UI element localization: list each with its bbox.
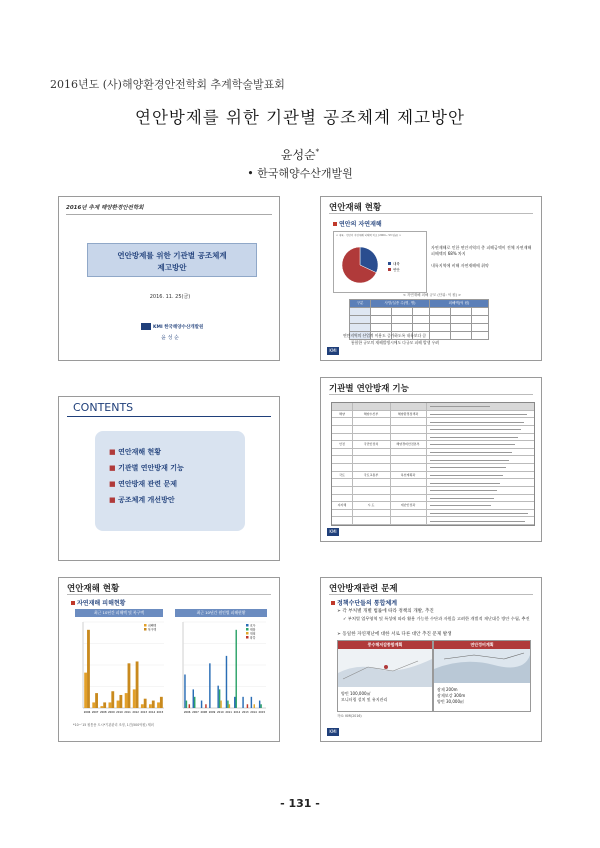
kmi-footer-logo: KMI	[327, 347, 339, 355]
table-row	[332, 426, 534, 434]
bar-호우-2007	[193, 689, 194, 708]
page-number: - 131 -	[280, 797, 320, 810]
table-cell-divider	[426, 449, 427, 457]
bullet-2: ➢ 동일한 자연재난에 대한 서로 다른 대안 추진 문제 발생	[337, 632, 452, 637]
x-tick-label: 2014	[148, 711, 156, 714]
bar-복구액-2009	[111, 691, 114, 708]
bar-복구액-2011	[128, 663, 131, 708]
table-cell-divider	[352, 517, 353, 525]
bar-호우-2012	[234, 697, 235, 708]
table-row	[332, 418, 534, 426]
table-cell-divider	[426, 472, 427, 480]
chart2-svg	[173, 618, 269, 718]
plan-2-text-3: 양빈 30,000㎥	[437, 699, 464, 704]
kmi-footer-logo: KMI	[327, 528, 339, 536]
bar-풍랑-2008	[205, 704, 206, 708]
bullet-2: 통합한 규모의 재해발생시에도 다규모 피해 발생 우려	[351, 340, 439, 345]
bar-피해액-2008	[100, 706, 103, 708]
x-tick-label: 2008	[200, 711, 208, 714]
bar-피해액-2011	[125, 693, 128, 708]
legend-swatch	[144, 628, 147, 631]
slide-contents	[58, 396, 280, 561]
agency-department: 하천계획과	[400, 472, 416, 477]
kmi-footer-logo: KMI	[327, 728, 339, 736]
x-tick-label: 2011	[225, 711, 232, 714]
slide-top-line	[66, 214, 272, 215]
table-cell-divider	[390, 449, 391, 457]
chart-note: *10~'15 원통용 도시*기관관리 조정, 1건(500억원) 제외	[73, 723, 154, 727]
legend-swatch	[246, 636, 249, 639]
table-cell-divider	[426, 403, 427, 411]
slide-heading: 연안재해 현황	[67, 584, 120, 594]
bar-피해액-2010	[117, 701, 120, 708]
table-cell-divider	[426, 510, 427, 518]
legend-label: 태풍	[250, 627, 256, 632]
table-cell-divider	[352, 487, 353, 495]
slide-agency-functions	[320, 377, 542, 542]
agency-label: 해양수산부	[363, 411, 379, 416]
pie-chart-svg	[338, 240, 422, 290]
plan-box-2	[433, 640, 531, 712]
bar-피해액-2009	[109, 702, 112, 708]
x-tick-label: 2012	[132, 711, 139, 714]
table-row	[332, 434, 534, 442]
heading-rule	[67, 594, 271, 595]
bar-대설-2010	[220, 701, 221, 708]
source-note: 자료: KMI(2016)	[337, 714, 362, 718]
table-row	[350, 316, 489, 324]
table-row	[350, 324, 489, 332]
agency-label: 시·도	[367, 503, 375, 508]
bar-복구액-2015	[160, 697, 163, 708]
legend-coastal: 연안	[393, 268, 400, 272]
map-illustration-2	[434, 649, 530, 683]
x-tick-label: 2010	[116, 711, 123, 714]
paper-author: 윤성순*	[280, 148, 320, 162]
slide-heading: 기관별 연안방재 기능	[329, 384, 409, 394]
x-tick-label: 2013	[140, 711, 148, 714]
table-row	[332, 449, 534, 457]
plan-1-label: 풍수해저감종합계획	[338, 641, 432, 649]
section-heading: 정책수단들의 통합체계	[331, 598, 397, 607]
table-cell-divider	[426, 418, 427, 426]
legend-label: 복구액	[148, 627, 157, 632]
contents-item: ■ 연안방재 관련 문제	[109, 480, 178, 488]
table-row	[332, 479, 534, 487]
map-illustration-1	[338, 649, 432, 687]
table-text-line	[430, 429, 521, 430]
bar-복구액-2006	[87, 630, 90, 708]
plan-1-text-1: 양빈 100,000㎥	[341, 691, 371, 696]
table-text-line	[430, 521, 525, 522]
chart2-title: 최근 10년간 원인별 피해현황	[175, 609, 267, 617]
function-table	[331, 402, 535, 526]
kmi-logo	[141, 323, 151, 330]
table-cell-divider	[352, 449, 353, 457]
chart1-svg	[73, 618, 167, 718]
table-cell-divider	[352, 403, 353, 411]
table-text-line	[430, 437, 518, 438]
bar-태풍-2007	[194, 697, 195, 708]
banner-line-1: 연안방제를 위한 기관별 공조체계	[117, 251, 227, 260]
conference-header: 2016년도 (사)해양환경안전학회 추계학술발표회	[50, 78, 285, 91]
table-cell-divider	[426, 517, 427, 525]
slide-title	[58, 196, 280, 361]
bar-복구액-2010	[119, 695, 122, 708]
x-tick-label: 2006	[83, 711, 91, 714]
contents-item: ■ 공조체계 개선방안	[109, 496, 175, 504]
table-text-line	[430, 444, 515, 445]
slide-disaster-stats	[58, 577, 280, 742]
agency-department: 재난안전과	[400, 503, 416, 508]
table-cell-divider	[390, 456, 391, 464]
bar-피해액-2006	[84, 673, 87, 708]
table-row	[332, 495, 534, 503]
bullet-1: 연안지역의 산업적 이용도 증가하도록 내륙보다 큼	[343, 333, 427, 338]
x-tick-label: 2007	[192, 711, 199, 714]
x-tick-label: 2006	[183, 711, 191, 714]
table-row	[332, 464, 534, 472]
x-tick-label: 2013	[241, 711, 249, 714]
heading-rule	[329, 594, 533, 595]
bar-호우-2006	[184, 674, 185, 708]
table-cell-divider	[390, 487, 391, 495]
x-tick-label: 2011	[124, 711, 131, 714]
bullet-1a: ✓ 부처별 업무영역 및 특성에 따라 활용 가능한 수단과 자원을 고려한 개별적 재난대응 방안 수립, 추진	[343, 616, 530, 621]
table-text-line	[430, 422, 524, 423]
table-cell-divider	[426, 441, 427, 449]
section-heading: 자연재해 피해현황	[71, 598, 125, 607]
table-cell-divider	[426, 464, 427, 472]
legend-swatch-coastal	[388, 268, 391, 271]
bar-태풍-2012	[235, 630, 236, 708]
table-cell-divider	[352, 479, 353, 487]
table-caption: < 자연재해 피해 규모 (단위: 억 원) >	[402, 293, 462, 297]
bar-피해액-2015	[157, 702, 160, 708]
slide-policy-issues	[320, 577, 542, 742]
slide-top-label: 2016년 추계 해양환경안전학회	[66, 205, 144, 211]
table-text-line	[430, 498, 494, 499]
legend-swatch	[246, 624, 249, 627]
bar-피해액-2014	[149, 704, 152, 708]
contents-item: ■ 연안재해 현황	[109, 448, 162, 456]
bar-풍랑-2006	[189, 704, 190, 708]
bar-복구액-2007	[95, 693, 98, 708]
table-cell-divider	[352, 495, 353, 503]
table-cell-divider	[352, 418, 353, 426]
table-cell-divider	[390, 464, 391, 472]
banner-line-2: 제고방안	[157, 263, 187, 272]
agency-category: 해양	[339, 411, 345, 416]
table-text-line	[430, 513, 528, 514]
table-cell-divider	[352, 426, 353, 434]
table-text-line	[430, 490, 497, 491]
table-text-line	[430, 452, 512, 453]
table-cell-divider	[390, 418, 391, 426]
pie-chart-box	[333, 231, 427, 293]
legend-label: 피해액	[148, 623, 157, 628]
table-cell-divider	[390, 510, 391, 518]
table-cell-divider	[390, 495, 391, 503]
table-head-casualties: 사망/실종 수(명, 명)	[371, 300, 430, 308]
table-cell-divider	[390, 479, 391, 487]
bar-태풍-2006	[186, 701, 187, 708]
table-head-category: 구분	[350, 300, 371, 308]
bar-복구액-2012	[136, 661, 139, 708]
x-tick-label: 2007	[91, 711, 99, 714]
table-row	[332, 487, 534, 495]
x-tick-label: 2012	[233, 711, 241, 714]
legend-swatch	[246, 632, 249, 635]
table-text-line	[430, 505, 491, 506]
note-1: 자연재해로 인한 연안지역의 총 피해금액이 전체 자연재해 피해액의 68% 차지	[431, 245, 532, 256]
agency-label: 국민안전처	[363, 442, 379, 447]
table-text-line	[430, 475, 503, 476]
table-row	[332, 403, 534, 411]
x-tick-label: 2014	[250, 711, 257, 714]
contents-item: ■ 기관별 연안방재 기능	[109, 464, 184, 472]
plan-2-text-1: 잠제 200m	[437, 687, 458, 692]
bar-복구액-2008	[103, 702, 106, 708]
bar-대설-2011	[229, 704, 230, 708]
x-tick-label: 2010	[217, 711, 224, 714]
legend-label: 대설	[250, 631, 256, 636]
bar-호우-2008	[201, 701, 202, 708]
table-row	[332, 517, 534, 525]
x-tick-label: 2015	[258, 711, 266, 714]
agency-category: 안전	[339, 442, 345, 447]
agency-category: 지자체	[337, 503, 347, 508]
agency-label: 국토교통부	[363, 472, 379, 477]
table-cell-divider	[426, 426, 427, 434]
table-cell-divider	[352, 456, 353, 464]
org-name: KMI 한국해양수산개발원	[153, 325, 204, 330]
pie-caption: < 내륙 · 연안의 자연재해 피해액 비교 (2004~'13 평균) >	[336, 234, 402, 237]
contents-title-rule	[67, 416, 271, 417]
legend-label: 풍랑	[250, 635, 256, 640]
bar-호우-2011	[226, 656, 227, 708]
slide-coastal-disaster	[320, 196, 542, 361]
bar-호우-2010	[217, 686, 218, 708]
slide-heading: 연안재해 현황	[329, 203, 382, 213]
section-marker-icon	[331, 601, 335, 605]
bar-대설-2014	[254, 704, 255, 708]
paper-title: 연안방제를 위한 기관별 공조체계 제고방안	[135, 108, 465, 127]
chart1-title: 최근 10년간 피해액 및 복구액	[75, 609, 163, 617]
bar-피해액-2012	[133, 689, 136, 708]
table-cell-divider	[352, 464, 353, 472]
table-cell-divider	[426, 434, 427, 442]
table-cell-divider	[352, 510, 353, 518]
x-tick-label: 2015	[156, 711, 164, 714]
legend-swatch	[144, 624, 147, 627]
table-cell-divider	[390, 517, 391, 525]
table-row	[332, 456, 534, 464]
slide-heading: 연안방재관련 문제	[329, 584, 398, 594]
table-text-line	[430, 460, 509, 461]
bullet-1: ➢ 각 부처별 개별 법률에 따라 정책의 개발, 추진	[337, 609, 434, 614]
bar-복구액-2014	[152, 701, 155, 708]
plan-1-text-2: 모니터링 설치 및 유지관리	[341, 697, 388, 702]
paper-affiliation: • 한국해양수산개발원	[247, 167, 353, 180]
table-cell-divider	[426, 502, 427, 510]
table-cell-divider	[390, 426, 391, 434]
section-marker-icon	[71, 601, 75, 605]
agency-department: 해양환경정책과	[397, 411, 419, 416]
table-row	[350, 308, 489, 316]
bar-호우-2009	[209, 663, 210, 708]
section-marker-icon	[333, 222, 337, 226]
bar-호우-2015	[259, 701, 260, 708]
title-banner	[87, 243, 257, 277]
table-text-line	[430, 483, 500, 484]
table-head-damage: 피해액(억 원)	[430, 300, 489, 308]
bar-풍랑-2013	[247, 704, 248, 708]
table-cell-divider	[426, 487, 427, 495]
legend-swatch	[246, 628, 249, 631]
x-tick-label: 2009	[208, 711, 216, 714]
table-cell-divider	[426, 495, 427, 503]
section-heading: 연안의 자연재해	[333, 219, 382, 228]
bar-피해액-2007	[92, 702, 95, 708]
table-cell-divider	[390, 403, 391, 411]
table-cell-divider	[352, 434, 353, 442]
table-cell-divider	[426, 456, 427, 464]
table-text-line	[430, 406, 490, 407]
note-2: 내륙지역에 비해 자연재해에 취약	[431, 263, 489, 268]
table-row	[332, 510, 534, 518]
table-text-line	[430, 414, 527, 415]
legend-swatch-inland	[388, 262, 391, 265]
slide-date: 2016. 11. 25(금)	[149, 294, 191, 300]
legend-label: 호우	[250, 623, 256, 628]
table-text-line	[430, 467, 506, 468]
presenter: 윤 성 순	[161, 335, 179, 341]
table-cell-divider	[426, 479, 427, 487]
bar-호우-2014	[251, 697, 252, 708]
bar-태풍-2011	[227, 701, 228, 708]
plan-box-1	[337, 640, 433, 712]
bar-복구액-2013	[144, 699, 147, 708]
bar-호우-2013	[242, 697, 243, 708]
heading-rule	[329, 213, 533, 214]
plan-2-label: 연안정비계획	[434, 641, 530, 649]
legend-inland: 내륙	[393, 262, 400, 266]
table-cell-divider	[426, 411, 427, 419]
bar-태풍-2010	[219, 689, 220, 708]
x-tick-label: 2008	[99, 711, 107, 714]
agency-category: 국토	[339, 472, 345, 477]
bar-태풍-2015	[260, 704, 261, 708]
agency-department: 해양경비안전본부	[396, 442, 420, 447]
table-cell-divider	[390, 434, 391, 442]
plan-2-text-2: 잠제보강 300m	[437, 693, 466, 698]
x-tick-label: 2009	[108, 711, 115, 714]
bar-피해액-2013	[141, 704, 144, 708]
heading-rule	[329, 394, 533, 395]
contents-title: CONTENTS	[73, 401, 134, 414]
